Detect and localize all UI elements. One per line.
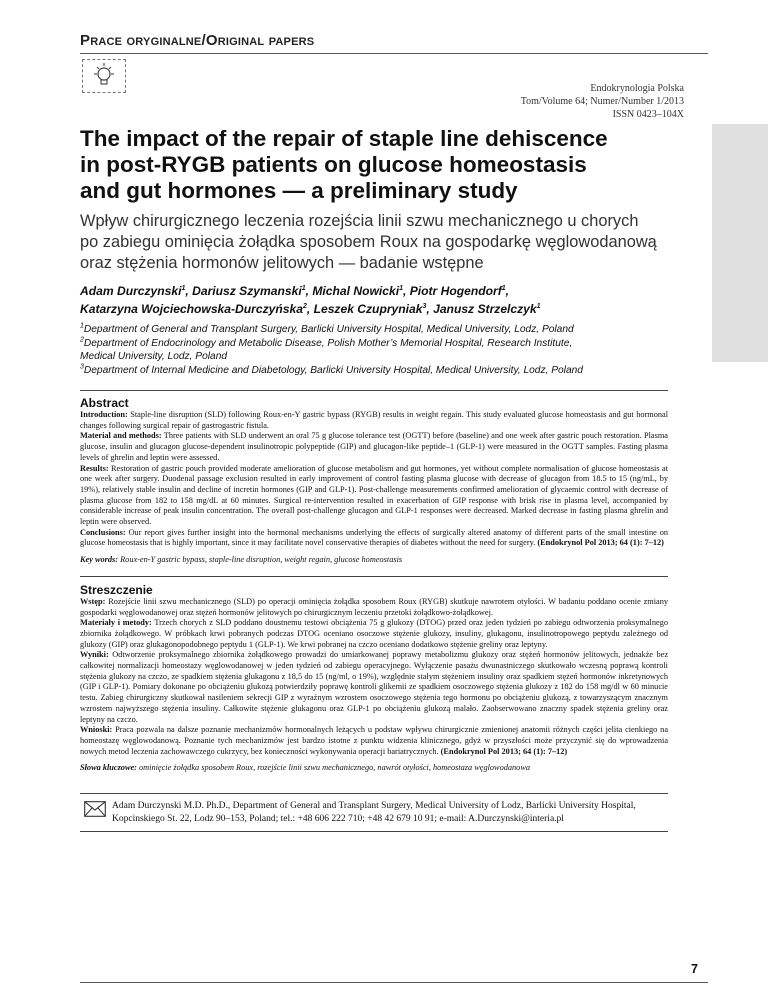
corresponding-author bbox=[80, 793, 668, 832]
abstract-keywords: Key words: Roux-en-Y gastric bypass, staple-line disruption, weight regain, glucose homeostasis bbox=[80, 555, 403, 565]
author: Dariusz Szymanski$^1$ bbox=[192, 284, 306, 298]
polish-title-line: Wpływ chirurgicznego leczenia rozejścia linii szwu mechanicznego u chorych bbox=[80, 212, 639, 230]
affiliation: $^1$Department of General and Transplant Surgery, Barlicki University Hospital, Medical University, Lodz, Poland bbox=[80, 322, 574, 335]
abstract-results: Results: Restoration of gastric pouch provided moderate amelioration of glucose metabolism and gut hormones, yet without complete normalisation of glucose homeostasis at one week after surgery. Duodenal passage exclusion resulted in early improvement of control fasting plasma glucose with decrease of glucagon from 18.5 to 15 (ng/mL, by 19%), relatively stable insulin and decline of incretin hormones (GIP and GLP-1). Post-challenge measurements confirmed amelioration of glycaemic control with decrease of plasma glucose from 182 to 158 mg/dL at 60 minutes. Surgical re-intervention resulted in exacerbation of GIP response with brisk rise in plasma level, accompanied by considerable increase of peak insulin concentration. The overall post-challenge glucagon and GLP-1 responses were decreased. Marked decrease in fasting plasma ghrelin and leptin were observed. bbox=[80, 463, 668, 527]
affiliations bbox=[80, 323, 680, 377]
page-number: 7 bbox=[691, 962, 698, 976]
abstract-rule bbox=[80, 390, 668, 391]
affiliation: $^3$Department of Internal Medicine and Diabetology, Barlicki University Hospital, Medical University, Lodz, Poland bbox=[80, 363, 583, 376]
journal-volume: Tom/Volume 64; Numer/Number 1/2013 bbox=[520, 96, 684, 107]
author: Piotr Hogendorf$^1$ bbox=[409, 284, 506, 298]
journal-name: Endokrynologia Polska bbox=[590, 83, 684, 94]
contact-line: Kopcinskiego St. 22, Lodz 90–153, Poland; tel.: +48 606 222 710; +48 42 679 10 91; e-mail: A.Durczynski@interia.pl bbox=[112, 813, 564, 824]
affiliation: $^2$Department of Endocrinology and Metabolic Disease, Polish Mother’s Memorial Hospital, Research Institute, bbox=[80, 336, 573, 349]
abstract-conclusions: Conclusions: Our report gives further insight into the hormonal mechanisms underlying the effects of surgically altered anatomy of different parts of the small intestine on glucose homeostasis that is highly important, since it may facilitate novel conservative therapies of diabetes without the need for surgery. (Endokrynol Pol 2013; 64 (1): 7–12) bbox=[80, 527, 668, 548]
journal-info bbox=[521, 82, 684, 121]
author: Janusz Strzelczyk$^1$ bbox=[433, 302, 541, 316]
affiliation: Medical University, Lodz, Poland bbox=[80, 351, 228, 363]
abstract bbox=[80, 396, 668, 774]
author-line: Adam Durczynski$^1$, Dariusz Szymanski$^1$, Michal Nowicki$^1$, Piotr Hogendorf$^1$, bbox=[80, 284, 510, 298]
abstract-methods: Material and methods: Three patients with SLD underwent an oral 75 g glucose tolerance test (OGTT) before (baseline) and one week after gastric pouch restoration. Plasma glucose, insulin and glucagon glucose-dependent insulinotropic polypeptide (GIP) and glucagon-like peptide–1 (GLP-1) were measured in the OGTT samples. Fasting plasma levels of ghrelin and leptin were assessed. bbox=[80, 431, 668, 462]
author: Michal Nowicki$^1$ bbox=[312, 284, 403, 298]
streszczenie-keywords: Słowa kluczowe: ominięcie żołądka sposobem Roux, rozejście linii szwu mechanicznego, nawrót otyłości, homeostaza węglowodanowa bbox=[80, 763, 531, 773]
author-line: Katarzyna Wojciechowska-Durczyńska$^2$, Leszek Czupryniak$^3$, Janusz Strzelczyk$^1$ bbox=[80, 302, 541, 316]
streszczenie-rule bbox=[80, 576, 668, 577]
section-header: Prace oryginalne/Original papers bbox=[80, 32, 315, 49]
title-line: The impact of the repair of staple line dehiscence bbox=[80, 126, 608, 151]
streszczenie-methods: Materiały i metody: Trzech chorych z SLD poddano doustnemu testowi obciążenia 75 g glukozy (DTOG) przed oraz jeden tydzień po zabiegu odtworzenia proksymalnego zbiornika żołądkowego. W próbkach krwi pobranych podczas DTOG oceniano osoczowe stężenie glukozy, insuliny, glukagonu, insulinotropowego peptydu zależnego od glukozy (GIP) oraz glukagonopodobnego peptydu 1 (GLP-1). We krwi pobranej na czczo oceniano dodatkowo stężenie greliny oraz leptyny. bbox=[80, 618, 668, 649]
envelope-icon bbox=[84, 801, 106, 817]
streszczenie-conclusions: Wnioski: Praca pozwala na dalsze poznanie mechanizmów hormonalnych leżących u podstaw wpływu chirurgicznie zmienionej anatomii różnych części jelita cienkiego na homeostazę węglowodanową. Poznanie tych mechanizmów jest bardzo istotne z punktu widzenia klinicznego, gdyż w przyszłości może przyczynić się do wprowadzenia nowych metod leczenia zachowawczego cukrzycy, bez konieczności wykonywania operacji bariatrycznych. (Endokrynol Pol 2013; 64 (1): 7–12) bbox=[80, 725, 668, 756]
contact-text bbox=[112, 800, 668, 825]
polish-title bbox=[80, 211, 700, 274]
author: Leszek Czupryniak$^3$ bbox=[313, 302, 427, 316]
polish-title-line: po zabiegu ominięcia żołądka sposobem Roux na gospodarkę węglowodanową bbox=[80, 233, 657, 251]
author: Adam Durczynski$^1$ bbox=[80, 284, 186, 298]
abstract-introduction: Introduction: Staple-line disruption (SLD) following Roux-en-Y gastric bypass (RYGB) results in weight regain. This study evaluated glucose homeostasis and gut hormonal changes following surgical repair of gastrogastric fistula. bbox=[80, 410, 668, 430]
abstract-heading: Abstract bbox=[80, 396, 129, 410]
polish-title-line: oraz stężenia hormonów jelitowych — badanie wstępne bbox=[80, 254, 484, 272]
author-list bbox=[80, 282, 680, 318]
contact-line: Adam Durczynski M.D. Ph.D., Department of General and Transplant Surgery, Medical University of Lodz, Barlicki University Hospital, bbox=[112, 801, 636, 811]
streszczenie-intro: Wstęp: Rozejście linii szwu mechanicznego (SLD) po operacji ominięcia żołądka sposobem Roux (RYGB) skutkuje nawrotem otyłości. W badaniu poddano ocenie zmiany gospodarki węglowodanowej oraz stężeń hormonów jelitowych po chirurgicznym leczeniu przetoki żołądkowo-żołądkowej. bbox=[80, 596, 668, 617]
author: Katarzyna Wojciechowska-Durczyńska$^2$ bbox=[80, 302, 307, 316]
streszczenie-heading: Streszczenie bbox=[80, 582, 153, 597]
footer-rule bbox=[80, 982, 708, 983]
title-line: in post-RYGB patients on glucose homeostasis bbox=[80, 152, 587, 177]
article-title bbox=[80, 126, 650, 204]
title-line: and gut hormones — a preliminary study bbox=[80, 178, 518, 203]
streszczenie-results: Wyniki: Odtworzenie proksymalnego zbiornika żołądkowego prowadzi do umiarkowanej poprawy metabolizmu glukozy oraz stężeń hormonów jelitowych, jednakże bez całkowitej normalizacji homeostazy węglowodanowej w jeden tydzień od zabiegu operacyjnego. Wyłączenie pasażu dwunastniczego skutkowało wczesną poprawą kontroli stężenia glukozy na czczo, ze spadkiem stężenia glukagonu z 18,5 do 15 (ng/ml, o 19%), względnie stałym stężeniem insuliny oraz spadkiem stężeń hormonów inkretynowych (GIP i GLP-1). Pomiary dokonane po obciążeniu glukozą potwierdziły poprawę kontroli glikemii ze spadkiem osoczowego stężenia glukozy z 182 do 158 mg/dl w 60 minucie testu. Zabieg chirurgiczny skutkował nasileniem sekrecji GIP z wyraźnym wzrostem osoczowego stężenia tego hormonu po obciążeniu glukozą, z towarzyszącym znacznym wzrostem najwyższego stężenia insuliny. Całkowite stężenie glukagonu oraz GLP-1 po obciążeniu glukozą malało. Zaobserwowano znaczny spadek stężenia greliny oraz leptyny na czczo. bbox=[80, 650, 669, 724]
lightbulb-icon bbox=[82, 59, 126, 93]
journal-issn: ISSN 0423–104X bbox=[612, 109, 684, 120]
side-tab bbox=[712, 124, 768, 362]
header-rule bbox=[80, 53, 708, 54]
